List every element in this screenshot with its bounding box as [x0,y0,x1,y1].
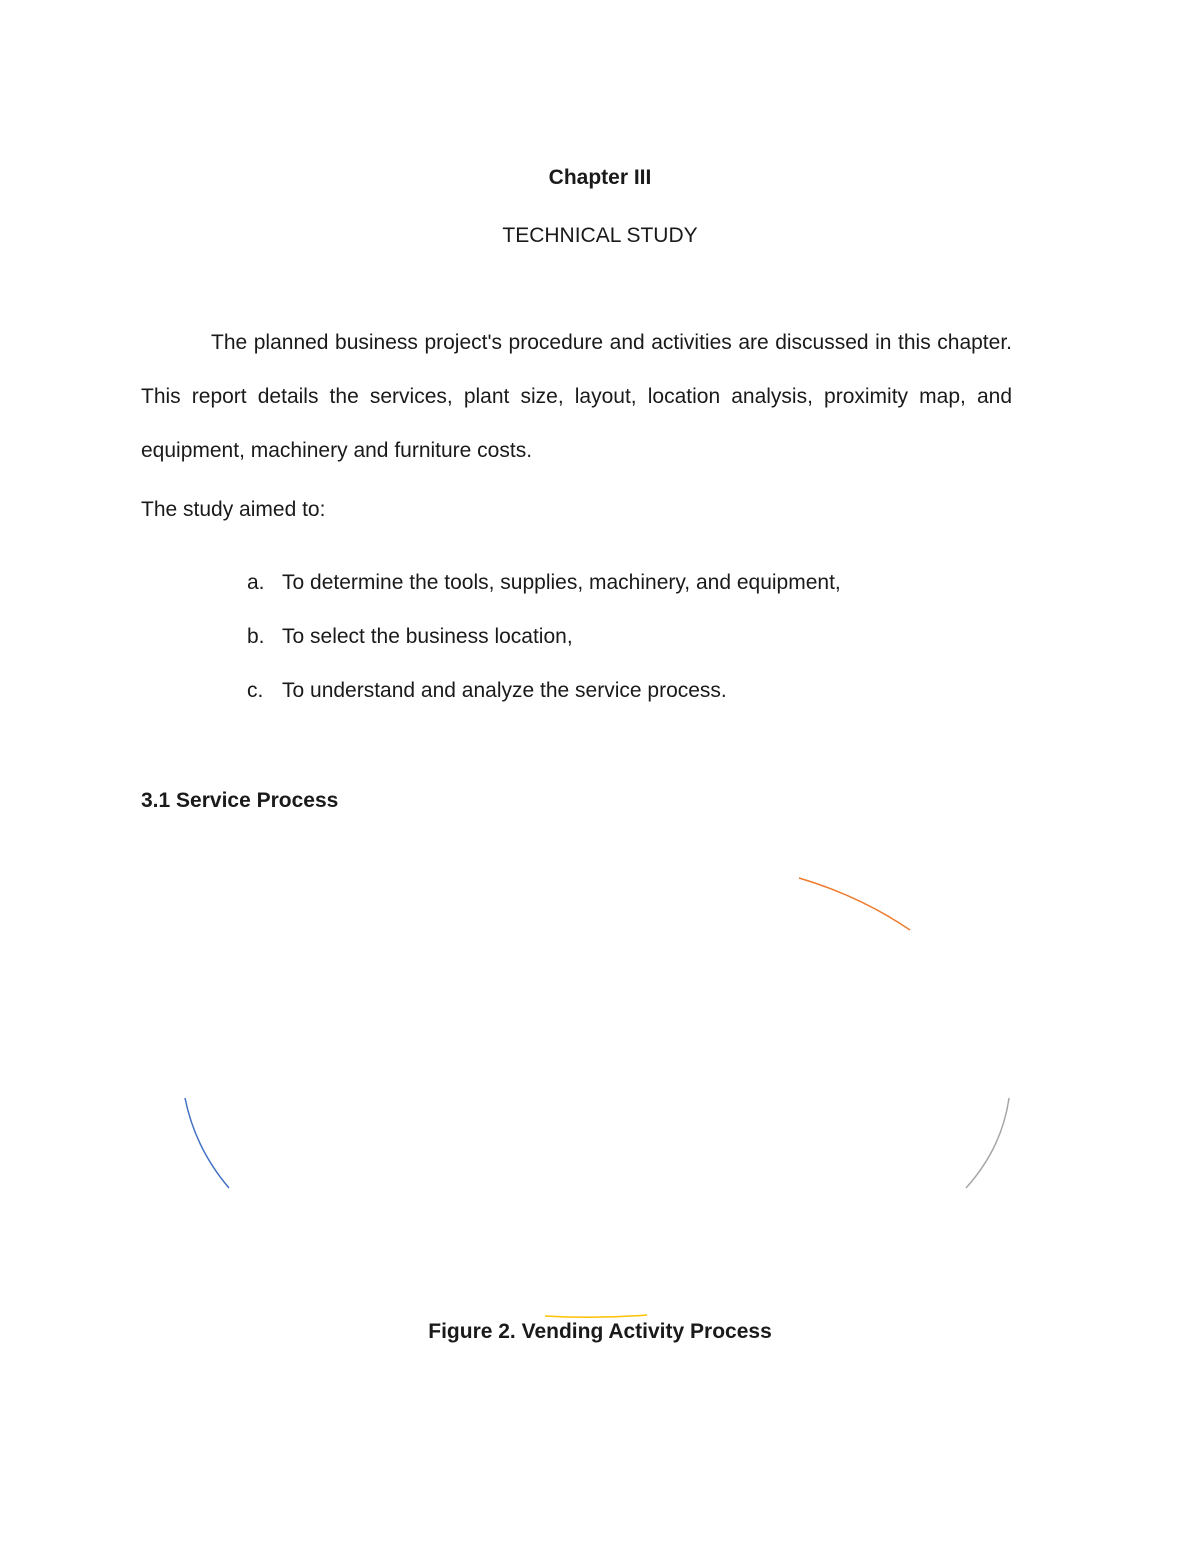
section-title: 3.1 Service Process [141,789,339,812]
figure-caption: Figure 2. Vending Activity Process [428,1320,772,1343]
list-item [247,623,841,677]
cycle-diagram [0,860,1200,1330]
chapter-label: Chapter III [548,166,652,189]
list-marker: c. [247,679,264,702]
list-item [247,569,841,623]
aims-list [247,569,841,731]
left-arc [185,1098,229,1188]
list-item [247,677,841,731]
bottom-arc [545,1315,647,1317]
intro-paragraph: The planned business project's procedure and activities are discussed in this chapter. This report details the services, plant size, layout, location analysis, proximity map, and equipment, machinery and furniture costs. [141,331,1012,462]
list-item-text: To understand and analyze the service process. [282,679,727,702]
list-marker: b. [247,625,265,648]
top-arc [799,878,910,930]
list-marker: a. [247,571,265,594]
chapter-title: TECHNICAL STUDY [502,224,698,247]
list-item-text: To select the business location, [282,625,573,648]
right-arc [966,1098,1009,1188]
list-item-text: To determine the tools, supplies, machinery, and equipment, [282,571,841,594]
aims-lead: The study aimed to: [141,498,326,521]
